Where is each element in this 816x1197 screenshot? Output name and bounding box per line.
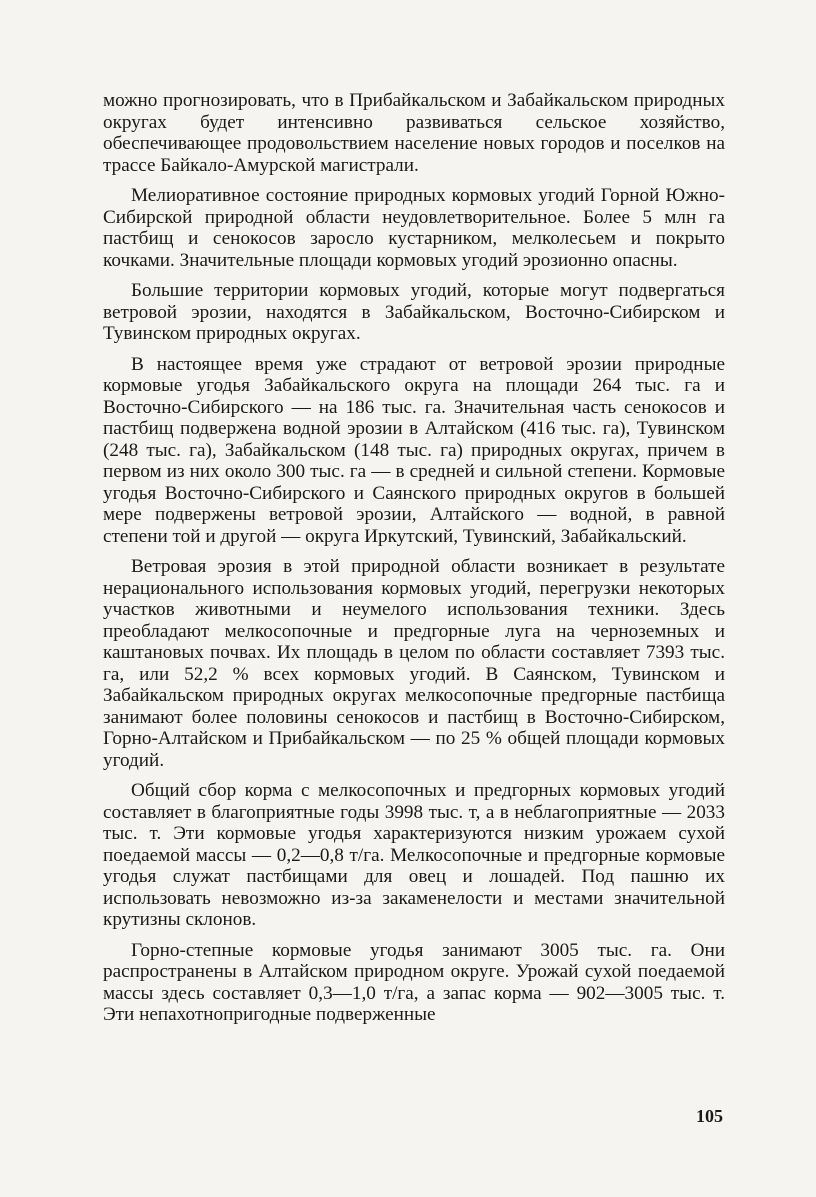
paragraph-6: Общий сбор корма с мелкосопочных и предгорных кормовых угодий составляет в благоприятные годы 3998 тыс. т, а в неблагоприятные — 2033 тыс. т. Эти кормовые угодья характеризуются низким урожаем сухой поедаемой массы — 0,2—0,8 т/га. Мелкосопочные и предгорные кормовые угодья служат пастбищами для овец и лошадей. Под пашню их использовать невозможно из-за закаменелости и местами значительной крутизны склонов. bbox=[103, 780, 725, 930]
body-text bbox=[103, 90, 725, 1035]
paragraph-2: Мелиоративное состояние природных кормовых угодий Горной Южно-Сибирской природной области неудовлетворительное. Более 5 млн га пастбищ и сенокосов заросло кустарником, мелколесьем и покрыто кочками. Значительные площади кормовых угодий эрозионно опасны. bbox=[103, 185, 725, 271]
paragraph-7: Горно-степные кормовые угодья занимают 3005 тыс. га. Они распространены в Алтайском природном округе. Урожай сухой поедаемой массы здесь составляет 0,3—1,0 т/га, а запас корма — 902—3005 тыс. т. Эти непахотнопригодные подверженные bbox=[103, 939, 725, 1025]
paragraph-4: В настоящее время уже страдают от ветровой эрозии природные кормовые угодья Забайкальского округа на площади 264 тыс. га и Восточно-Сибирского — на 186 тыс. га. Значительная часть сенокосов и пастбищ подвержена водной эрозии в Алтайском (416 тыс. га), Тувинском (248 тыс. га), Забайкальском (148 тыс. га) природных округах, причем в первом из них около 300 тыс. га — в средней и сильной степени. Кормовые угодья Восточно-Сибирского и Саянского природных округов в большей мере подвержены ветровой эрозии, Алтайского — водной, в равной степени той и другой — округа Иркутский, Тувинский, Забайкальский. bbox=[103, 353, 725, 547]
page-number: 105 bbox=[696, 1106, 723, 1126]
paragraph-3: Большие территории кормовых угодий, которые могут подвергаться ветровой эрозии, находятся в Забайкальском, Восточно-Сибирском и Тувинском природных округах. bbox=[103, 280, 725, 344]
paragraph-1: можно прогнозировать, что в Прибайкальском и Забайкальском природных округах будет интенсивно развиваться сельское хозяйство, обеспечивающее продовольствием население новых городов и поселков на трассе Байкало-Амурской магистрали. bbox=[103, 90, 725, 176]
paragraph-5: Ветровая эрозия в этой природной области возникает в результате нерационального использования кормовых угодий, перегрузки некоторых участков животными и неумелого использования техники. Здесь преобладают мелкосопочные и предгорные луга на черноземных и каштановых почвах. Их площадь в целом по области составляет 7393 тыс. га, или 52,2 % всех кормовых угодий. В Саянском, Тувинском и Забайкальском природных округах мелкосопочные предгорные пастбища занимают более половины сенокосов и пастбищ в Восточно-Сибирском, Горно-Алтайском и Прибайкальском — по 25 % общей площади кормовых угодий. bbox=[103, 556, 725, 771]
